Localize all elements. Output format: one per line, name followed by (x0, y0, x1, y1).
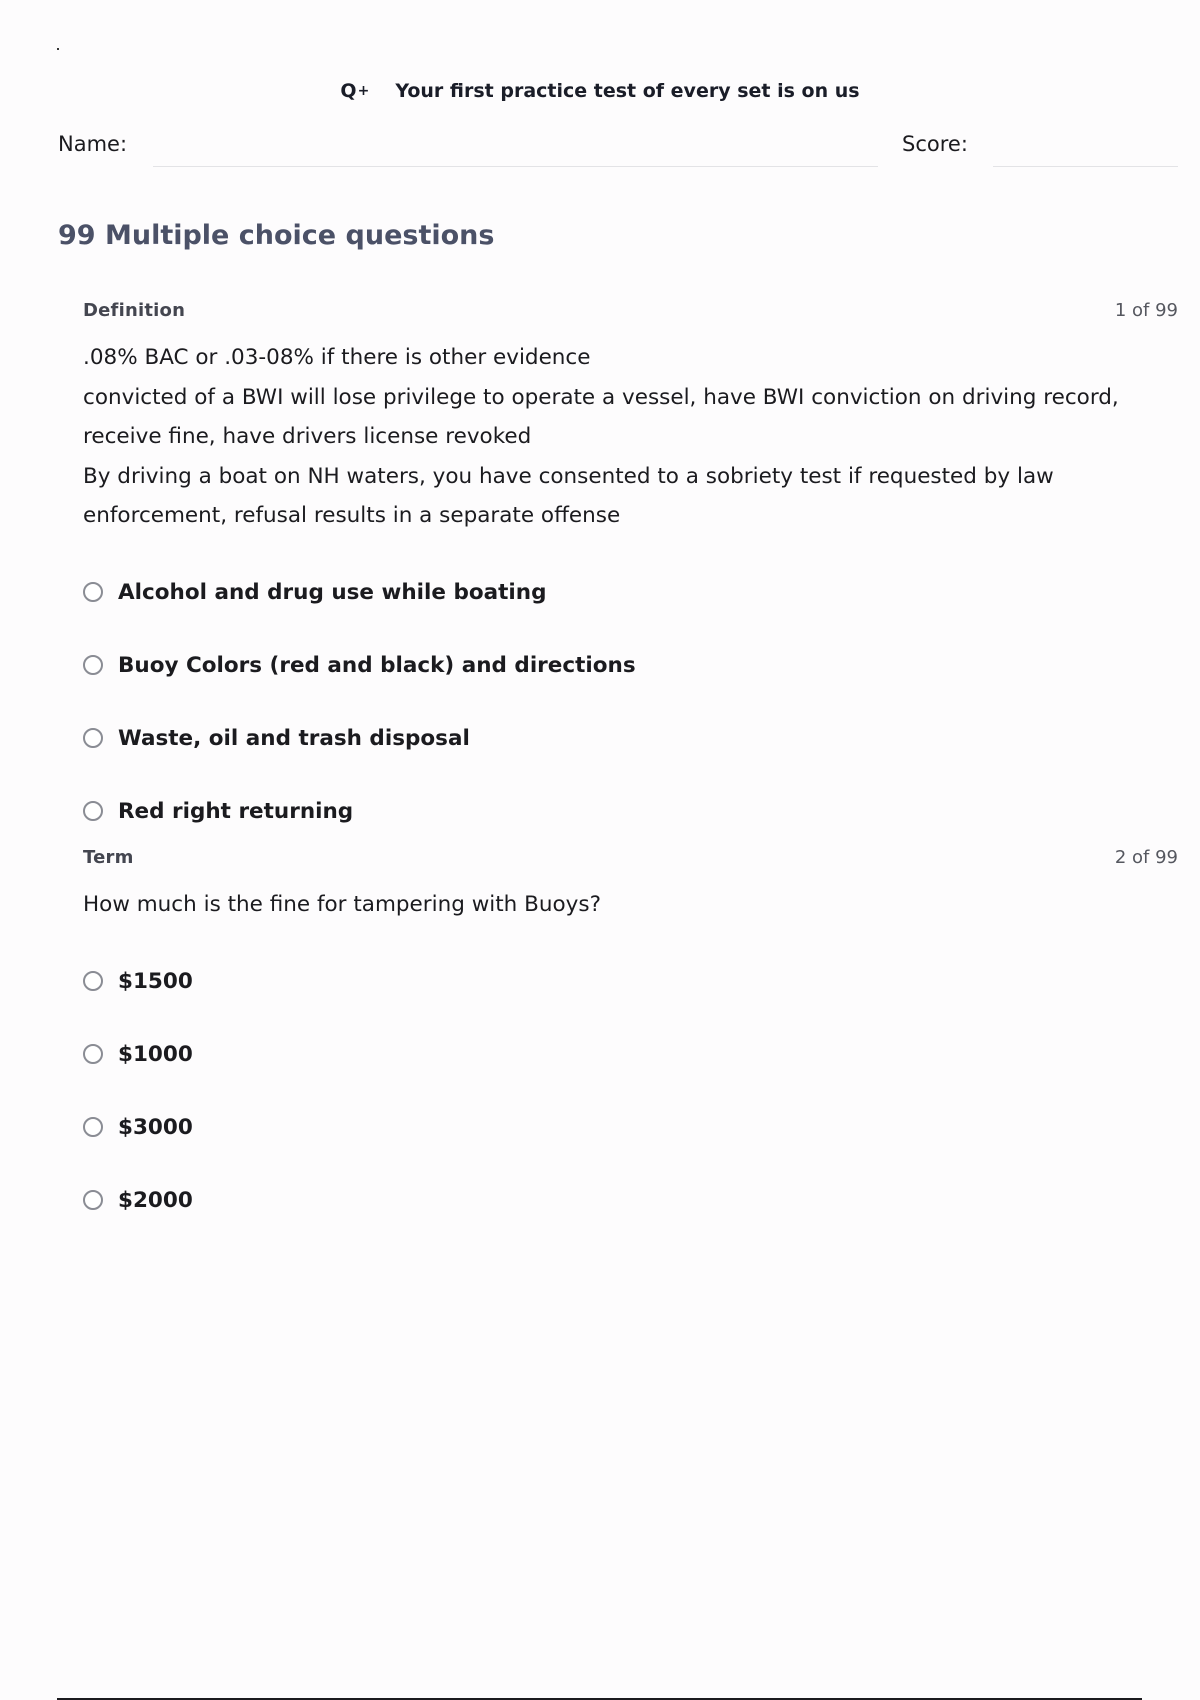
name-label: Name: (58, 132, 128, 156)
question-header (83, 847, 1178, 871)
answer-option[interactable] (83, 629, 1178, 702)
quiz-icon-letter: Q (340, 80, 357, 102)
answer-option-label: Red right returning (118, 798, 354, 824)
prompt-line: enforcement, refusal results in a separate offense (83, 503, 621, 528)
answer-option-label: Buoy Colors (red and black) and directions (118, 652, 636, 678)
stray-dot (57, 48, 59, 50)
radio-button[interactable] (83, 655, 103, 675)
answer-option-label: $3000 (118, 1114, 193, 1140)
prompt-line: .08% BAC or .03-08% if there is other evidence (83, 345, 591, 370)
answer-option-label: Alcohol and drug use while boating (118, 579, 547, 605)
answer-option[interactable] (83, 556, 1178, 629)
promo-text: Your first practice test of every set is on us (395, 80, 860, 102)
radio-button[interactable] (83, 728, 103, 748)
question-count: 1 of 99 (1114, 300, 1178, 321)
answer-option-label: Waste, oil and trash disposal (118, 725, 470, 751)
answer-option[interactable] (83, 1018, 1178, 1091)
radio-button[interactable] (83, 1190, 103, 1210)
question-count: 2 of 99 (1114, 847, 1178, 868)
prompt-line: receive fine, have drivers license revoked (83, 424, 532, 449)
name-score-row (58, 132, 1178, 168)
question-type: Definition (83, 300, 186, 321)
prompt-line: By driving a boat on NH waters, you have consented to a sobriety test if requested by law (83, 463, 1054, 489)
prompt-line: convicted of a BWI will lose privilege to operate a vessel, have BWI conviction on driving record, (83, 384, 1119, 410)
question-prompt (83, 885, 1178, 925)
answer-option-label: $2000 (118, 1187, 193, 1213)
answer-option[interactable] (83, 1164, 1178, 1237)
radio-button[interactable] (83, 1117, 103, 1137)
answer-option[interactable] (83, 702, 1178, 775)
name-field-line[interactable] (153, 166, 878, 167)
quiz-icon-plus: + (357, 83, 370, 99)
prompt-line: How much is the fine for tampering with Buoys? (83, 892, 602, 917)
answer-option[interactable] (83, 1091, 1178, 1164)
question-prompt (83, 338, 1178, 536)
answer-option-label: $1000 (118, 1041, 193, 1067)
radio-button[interactable] (83, 1044, 103, 1064)
question-header (83, 300, 1178, 324)
answer-option[interactable] (83, 945, 1178, 1018)
answer-option-label: $1500 (118, 968, 193, 994)
question-card (83, 847, 1178, 1237)
answer-options (83, 945, 1178, 1237)
radio-button[interactable] (83, 971, 103, 991)
answer-options (83, 556, 1178, 848)
answer-option[interactable] (83, 775, 1178, 848)
question-type: Term (83, 847, 134, 868)
radio-button[interactable] (83, 801, 103, 821)
promo-banner (0, 80, 1200, 102)
section-title: 99 Multiple choice questions (58, 220, 495, 251)
score-label: Score: (902, 132, 968, 156)
radio-button[interactable] (83, 582, 103, 602)
quiz-plus-icon (340, 80, 369, 102)
score-field-line[interactable] (993, 166, 1178, 167)
question-card (83, 300, 1178, 848)
